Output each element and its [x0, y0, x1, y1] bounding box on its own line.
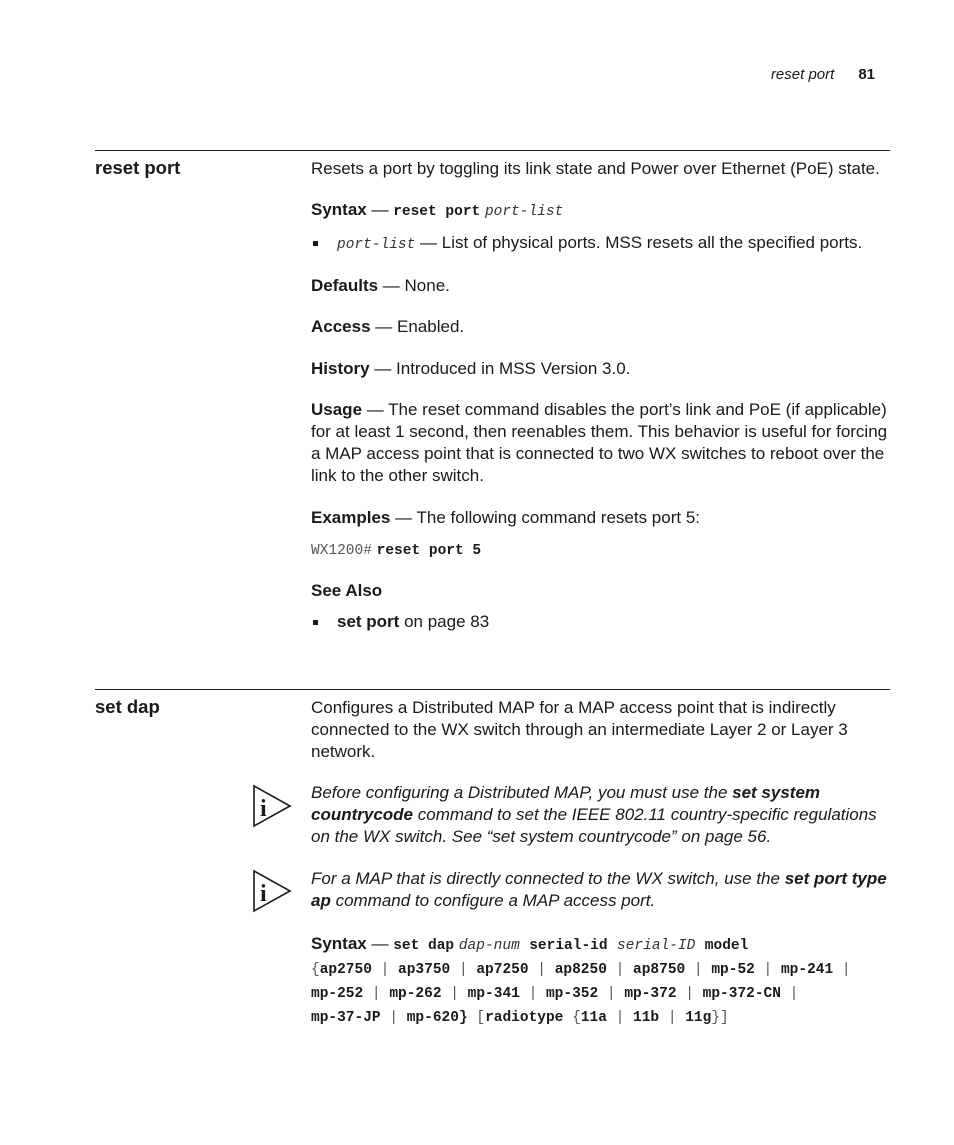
syntax-separator: | — [780, 986, 799, 1002]
model-option: ap2750 — [319, 962, 372, 978]
history — [311, 358, 891, 380]
model-option: mp-341 — [467, 986, 520, 1002]
note1-command: set system countrycode — [311, 783, 821, 824]
syntax-separator: | — [519, 986, 546, 1002]
see-also-page: on page 83 — [399, 612, 490, 631]
syntax-separator: | — [380, 1010, 407, 1026]
radio-option: 11b — [633, 1010, 660, 1026]
examples-text: — The following command resets port 5: — [390, 508, 700, 527]
see-also-item — [311, 611, 891, 633]
syntax-label: Syntax — [311, 200, 367, 219]
usage — [311, 399, 891, 487]
param-list-item — [311, 232, 891, 256]
arg-serial-id: serial-ID — [617, 938, 696, 954]
syntax-separator: | — [371, 962, 399, 978]
syntax-separator: | — [598, 986, 625, 1002]
syntax-label: Syntax — [311, 934, 367, 953]
model-option: mp-241 — [780, 962, 834, 978]
note-countrycode — [311, 782, 891, 848]
reset-port-syntax — [311, 199, 891, 223]
model-option: mp-620 — [406, 1010, 459, 1026]
access-label: Access — [311, 317, 371, 336]
usage-text: — The reset command disables the port’s link and PoE (if applicable) for at least 1 second, then reenables them. This behavior is useful for forcing a MAP access point that is connected to two WX switches to reboot over the link to the other switch. — [311, 400, 888, 485]
syntax-argument: port-list — [484, 204, 564, 220]
info-icon — [252, 784, 292, 828]
see-also-heading — [311, 580, 891, 602]
defaults-text: — None. — [378, 276, 450, 295]
set-dap-description-block — [311, 697, 891, 763]
model-option: mp-37-JP — [311, 1010, 381, 1026]
note2-text: For a MAP that is directly connected to the WX switch, use the — [311, 869, 785, 888]
kw-radiotype: radiotype — [485, 1010, 564, 1026]
examples — [311, 507, 891, 529]
note1-text: Before configuring a Distributed MAP, you must use the — [311, 783, 733, 802]
reset-port-body — [311, 158, 891, 633]
radio-option: 11a — [580, 1010, 607, 1026]
running-header — [771, 66, 875, 83]
note1-text-end: command to set the IEEE 802.11 country-specific regulations on the WX switch. See “set system countrycode” on page 56. — [311, 805, 877, 846]
syntax-separator: { — [563, 1010, 581, 1026]
reset-port-description: Resets a port by toggling its link state and Power over Ethernet (PoE) state. — [311, 159, 880, 178]
access-text: — Enabled. — [370, 317, 465, 336]
model-option: ap8750 — [633, 962, 686, 978]
section-divider — [95, 150, 890, 151]
model-option: mp-372-CN — [702, 986, 781, 1002]
syntax-separator: | — [659, 1010, 686, 1026]
syntax-separator: | — [450, 962, 477, 978]
see-also-link[interactable]: set port — [337, 612, 400, 631]
model-options — [311, 958, 851, 1025]
syntax-separator: | — [441, 986, 468, 1002]
syntax-command: set dap — [393, 938, 455, 954]
dash: — — [366, 934, 394, 953]
model-option: mp-352 — [545, 986, 599, 1002]
model-option: ap3750 — [398, 962, 451, 978]
section-divider — [95, 689, 890, 690]
svg-text:i: i — [260, 881, 267, 907]
syntax-separator: | — [606, 962, 634, 978]
bullet-icon — [313, 620, 318, 625]
model-option: mp-372 — [624, 986, 677, 1002]
set-dap-description: Configures a Distributed MAP for a MAP access point that is indirectly connected to the WX switch through an intermediate Layer 2 or Layer 3 network. — [311, 698, 848, 761]
dash: — — [366, 200, 394, 219]
model-option: ap8250 — [554, 962, 607, 978]
model-option: mp-252 — [311, 986, 364, 1002]
note2-command: set port type ap — [311, 869, 887, 910]
bullet-icon — [313, 241, 318, 246]
note-port-type-ap — [311, 868, 891, 912]
example-code — [311, 538, 891, 562]
param-name: port-list — [337, 237, 416, 253]
syntax-command: reset port — [393, 204, 481, 220]
history-text: — Introduced in MSS Version 3.0. — [369, 359, 631, 378]
model-close: } — [458, 1010, 468, 1026]
examples-label: Examples — [311, 508, 391, 527]
kw-serial-id: serial-id — [529, 938, 608, 954]
syntax-separator: [ — [467, 1010, 486, 1026]
model-option: ap7250 — [476, 962, 529, 978]
set-dap-syntax — [311, 933, 891, 1029]
model-option: mp-52 — [711, 962, 755, 978]
note2-text-end: command to configure a MAP access port. — [330, 891, 656, 910]
header-title: reset port — [770, 66, 835, 83]
syntax-separator: { — [311, 962, 320, 978]
see-also-label: See Also — [311, 581, 383, 600]
defaults-label: Defaults — [311, 276, 379, 295]
history-label: History — [311, 359, 370, 378]
syntax-separator: | — [685, 962, 712, 978]
model-option: mp-262 — [389, 986, 442, 1002]
syntax-separator: }] — [711, 1010, 729, 1026]
syntax-separator: | — [363, 986, 390, 1002]
svg-text:i: i — [260, 796, 267, 822]
section-title-reset-port: reset port — [95, 157, 181, 178]
example-prompt: WX1200# — [311, 543, 372, 559]
access — [311, 316, 891, 338]
page-number: 81 — [858, 66, 875, 83]
defaults — [311, 275, 891, 297]
section-title-set-dap: set dap — [95, 696, 160, 717]
syntax-separator: | — [754, 962, 781, 978]
example-command: reset port 5 — [376, 543, 482, 559]
usage-label: Usage — [311, 400, 363, 419]
info-icon — [252, 869, 292, 913]
syntax-separator: | — [606, 1010, 634, 1026]
syntax-separator: | — [676, 986, 703, 1002]
syntax-separator: | — [833, 962, 851, 978]
param-description: — List of physical ports. MSS resets all the specified ports. — [415, 233, 863, 252]
kw-model: model — [704, 938, 749, 954]
radio-option: 11g — [685, 1010, 712, 1026]
arg-dap-num: dap-num — [458, 938, 520, 954]
syntax-separator: | — [528, 962, 555, 978]
